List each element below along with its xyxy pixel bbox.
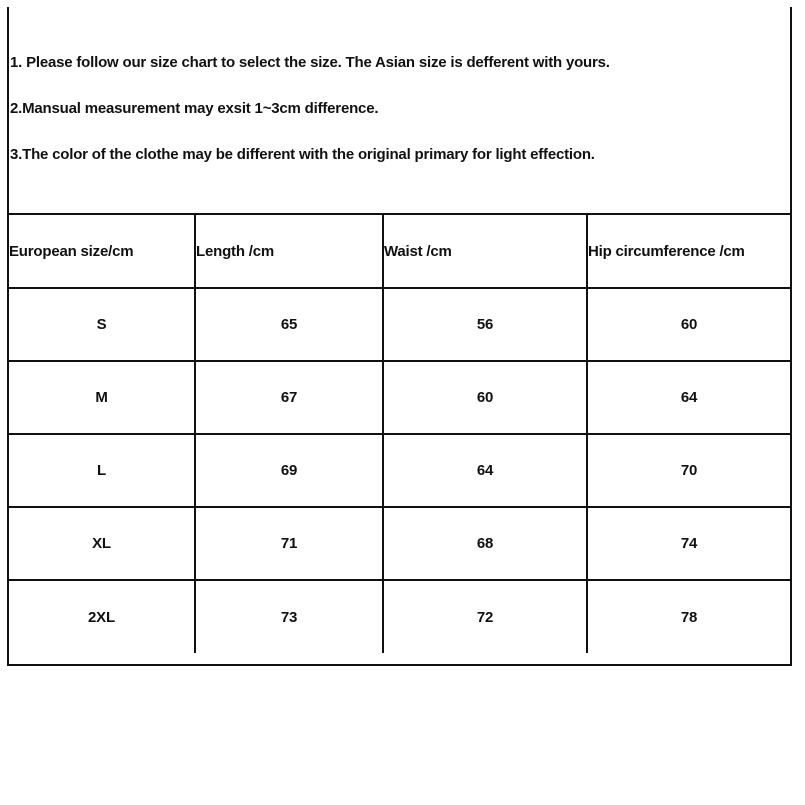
cell-size: XL [9,507,195,580]
note-3: 3.The color of the clothe may be different with the original primary for light effection. [10,146,595,163]
table-row [9,507,790,580]
cell-size: M [9,361,195,434]
table-row [9,288,790,361]
note-2: 2.Mansual measurement may exsit 1~3cm difference. [10,100,379,117]
header-waist: Waist /cm [383,215,587,288]
cell-hip: 74 [587,507,790,580]
notes-panel [9,7,790,215]
cell-waist: 72 [383,580,587,653]
size-chart [7,7,792,666]
cell-length: 65 [195,288,383,361]
cell-hip: 70 [587,434,790,507]
table-row [9,434,790,507]
cell-hip: 60 [587,288,790,361]
table-row [9,361,790,434]
cell-waist: 64 [383,434,587,507]
cell-size: 2XL [9,580,195,653]
cell-waist: 56 [383,288,587,361]
cell-hip: 64 [587,361,790,434]
header-european-size: European size/cm [9,215,195,288]
header-hip-circumference: Hip circumference /cm [587,215,790,288]
size-table [9,215,790,653]
cell-size: S [9,288,195,361]
cell-length: 71 [195,507,383,580]
cell-size: L [9,434,195,507]
cell-length: 69 [195,434,383,507]
cell-hip: 78 [680,608,698,626]
header-row [9,215,790,288]
header-length: Length /cm [195,215,383,288]
table-row [9,580,790,653]
cell-waist: 68 [383,507,587,580]
cell-waist: 60 [383,361,587,434]
cell-length: 73 [195,580,383,653]
cell-length: 67 [195,361,383,434]
note-1: 1. Please follow our size chart to select the size. The Asian size is defferent with yours. [10,54,610,71]
